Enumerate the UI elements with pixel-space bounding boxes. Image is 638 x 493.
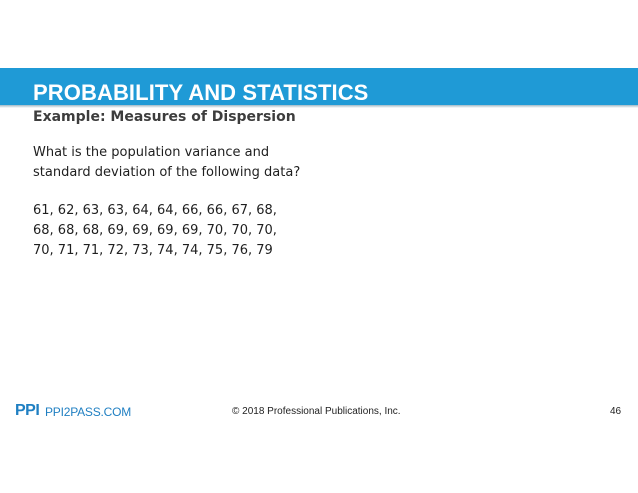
copyright-notice: © 2018 Professional Publications, Inc. bbox=[232, 406, 401, 417]
slide-title: PROBABILITY AND STATISTICS bbox=[33, 80, 369, 105]
slide-footer bbox=[0, 402, 638, 422]
data-values bbox=[33, 201, 277, 261]
data-line: 61, 62, 63, 63, 64, 64, 66, 66, 67, 68, bbox=[33, 203, 277, 218]
data-line: 70, 71, 71, 72, 73, 74, 74, 75, 76, 79 bbox=[33, 243, 273, 258]
slide-subtitle: Example: Measures of Dispersion bbox=[33, 109, 296, 125]
data-line: 68, 68, 68, 69, 69, 69, 69, 70, 70, 70, bbox=[33, 223, 277, 238]
site-link[interactable]: PPI2PASS.COM bbox=[45, 405, 132, 419]
page-number: 46 bbox=[610, 406, 622, 417]
question-line: What is the population variance and bbox=[33, 145, 270, 160]
question-line: standard deviation of the following data? bbox=[33, 165, 301, 180]
ppi-logo: PPI bbox=[15, 402, 40, 419]
question-text bbox=[33, 143, 300, 183]
